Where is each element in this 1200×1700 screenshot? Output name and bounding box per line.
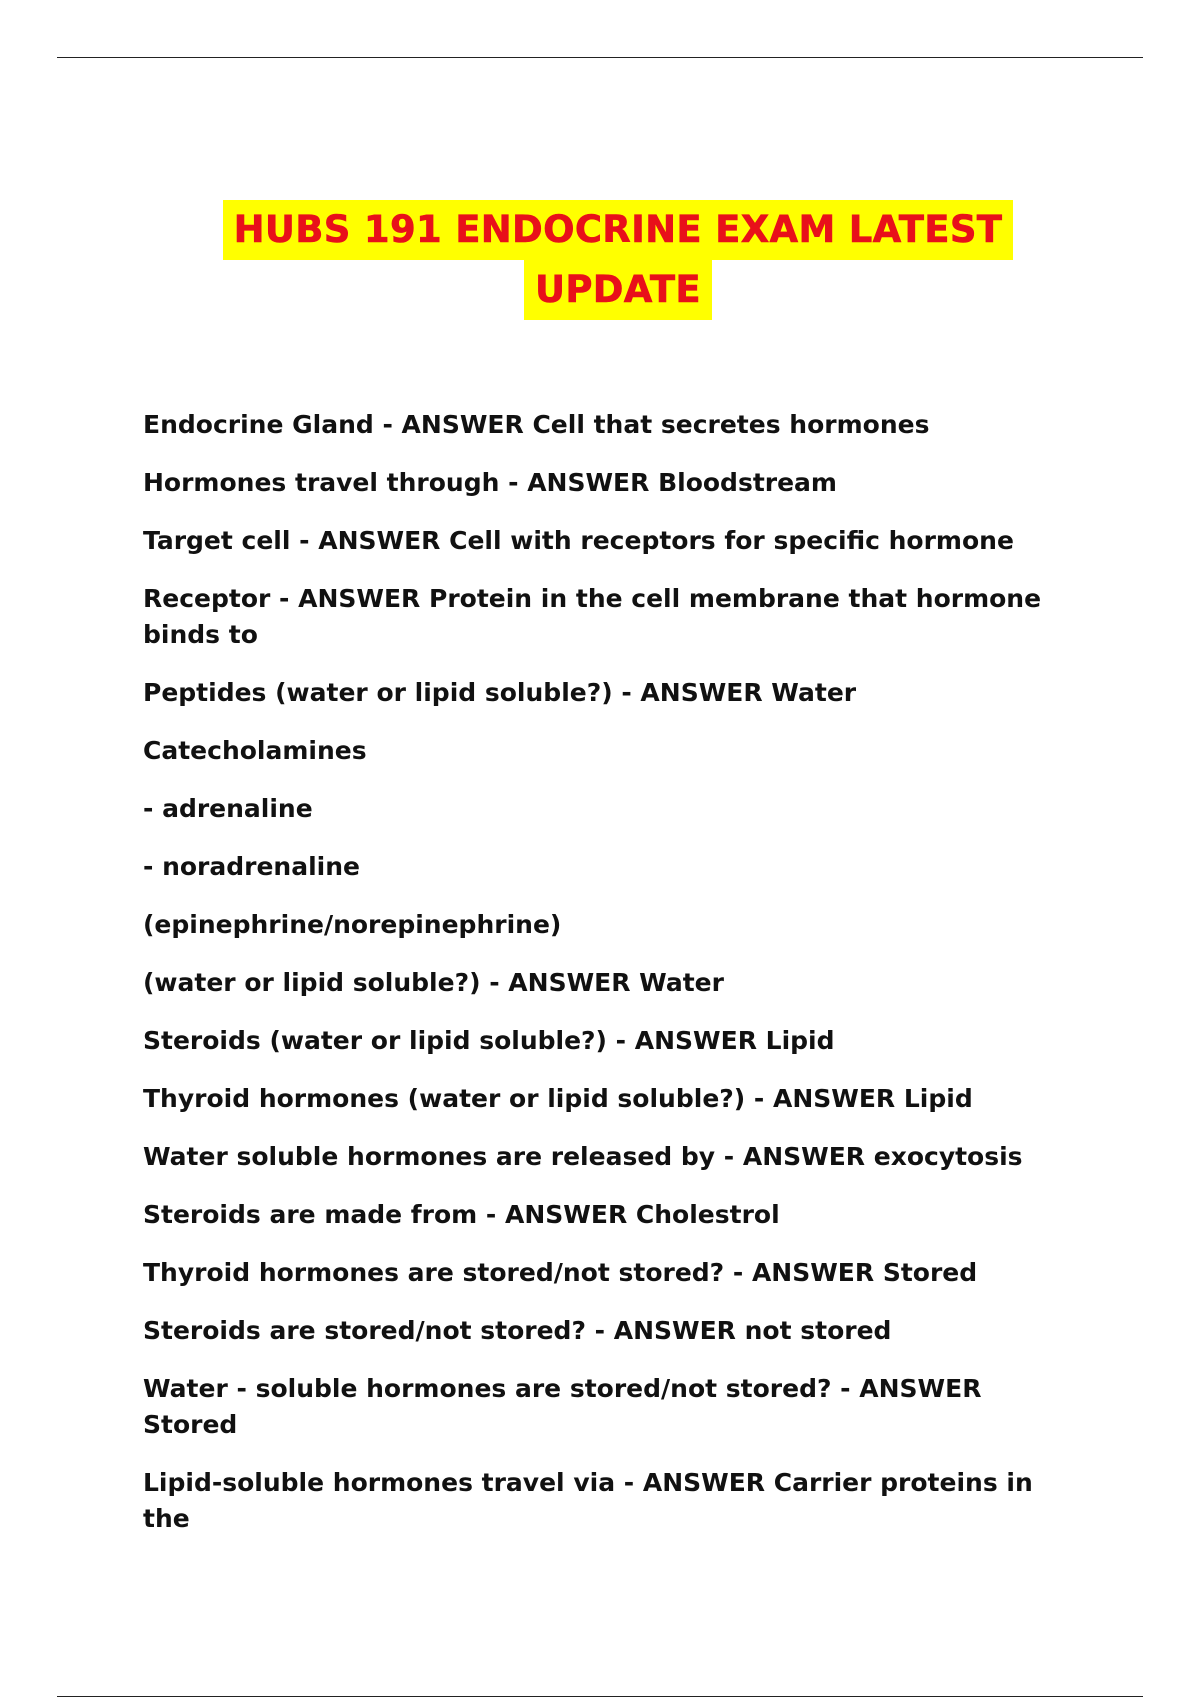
qa-entry: Water soluble hormones are released by - ANSWER exocytosis	[143, 1142, 1023, 1171]
qa-entry: Endocrine Gland - ANSWER Cell that secretes hormones	[143, 410, 930, 439]
qa-entry: Water - soluble hormones are stored/not stored? - ANSWER Stored	[143, 1374, 982, 1439]
bottom-rule	[57, 1696, 1143, 1697]
qa-entry: Peptides (water or lipid soluble?) - ANSWER Water	[143, 678, 857, 707]
qa-entry: Hormones travel through - ANSWER Bloodstream	[143, 468, 837, 497]
qa-entry: Target cell - ANSWER Cell with receptors for specific hormone	[143, 526, 1014, 555]
document-title	[0, 200, 1200, 320]
qa-entry: Steroids are stored/not stored? - ANSWER not stored	[143, 1316, 892, 1345]
qa-entry: Lipid-soluble hormones travel via - ANSWER Carrier proteins in the	[143, 1468, 1033, 1533]
qa-entry: Receptor - ANSWER Protein in the cell membrane that hormone binds to	[143, 584, 1042, 649]
qa-entry: Steroids are made from - ANSWER Cholestrol	[143, 1200, 780, 1229]
qa-entry: (water or lipid soluble?) - ANSWER Water	[143, 968, 724, 997]
qa-entry: - noradrenaline	[143, 852, 360, 881]
title-line-2: UPDATE	[524, 260, 712, 320]
top-rule	[57, 57, 1143, 58]
qa-list	[143, 407, 1073, 1559]
qa-entry: Thyroid hormones are stored/not stored? - ANSWER Stored	[143, 1258, 978, 1287]
title-line-1: HUBS 191 ENDOCRINE EXAM LATEST	[223, 200, 1014, 260]
qa-entry: - adrenaline	[143, 794, 313, 823]
qa-entry: Catecholamines	[143, 736, 367, 765]
qa-entry: Steroids (water or lipid soluble?) - ANSWER Lipid	[143, 1026, 835, 1055]
qa-entry: (epinephrine/norepinephrine)	[143, 910, 562, 939]
qa-entry: Thyroid hormones (water or lipid soluble?) - ANSWER Lipid	[143, 1084, 973, 1113]
